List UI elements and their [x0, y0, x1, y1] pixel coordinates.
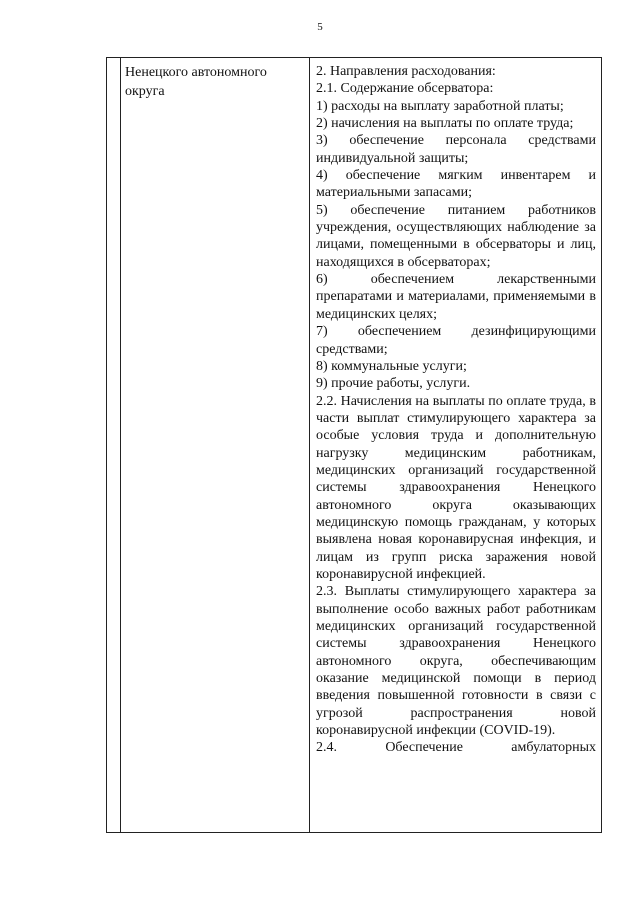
empty-cell [107, 58, 121, 833]
subsection-heading: 2.1. Содержание обсерватора: [316, 81, 494, 97]
list-item: 5) обеспечение питанием работников учреждения, осуществляющих наблюдение за лицами, помещенными в обсерваторы и лиц, находящихся в обсерваторах; [316, 202, 596, 270]
table-row [107, 58, 602, 833]
list-item: 3) обеспечение персонала средствами индивидуальной защиты; [316, 133, 596, 166]
section-heading: 2. Направления расходования: [316, 64, 496, 79]
paragraph: 2.3. Выплаты стимулирующего характера за выполнение особо важных работ работникам медицинских организаций государственной системы здравоохранения Ненецкого автономного округа, обеспечивающим оказание медицинской помощи в период введения повышенной готовности в связи с угрозой распространения новой коронавирусной инфекции (COVID-19). [316, 584, 596, 739]
list-item: 7) обеспечением дезинфицирующими средствами; [316, 324, 596, 357]
paragraph: 2.2. Начисления на выплаты по оплате труда, в части выплат стимулирующего характера за особые условия труда и дополнительную нагрузку медицинским работникам, медицинских организаций государственной системы здравоохранения Ненецкого автономного округа оказывающих медицинскую помощь гражданам, у которых выявлена новая коронавирусная инфекция, и лицам из групп риска заражения новой коронавирусной инфекцией. [316, 393, 596, 582]
list-item: 1) расходы на выплату заработной платы; [316, 98, 564, 114]
list-item: 6) обеспечением лекарственными препаратами и материалами, применяемыми в медицинских целях; [316, 272, 596, 322]
content-cell [310, 58, 602, 833]
list-item: 4) обеспечение мягким инвентарем и материальными запасами; [316, 168, 596, 201]
list-item: 8) коммунальные услуги; [316, 358, 467, 374]
paragraph: 2.4. Обеспечение амбулаторных [316, 740, 596, 756]
list-item: 9) прочие работы, услуги. [316, 376, 471, 392]
page-number: 5 [317, 21, 323, 33]
list-item: 2) начисления на выплаты по оплате труда; [316, 116, 574, 132]
region-cell: Ненецкого автономного округа [121, 58, 310, 833]
document-table [106, 57, 602, 833]
